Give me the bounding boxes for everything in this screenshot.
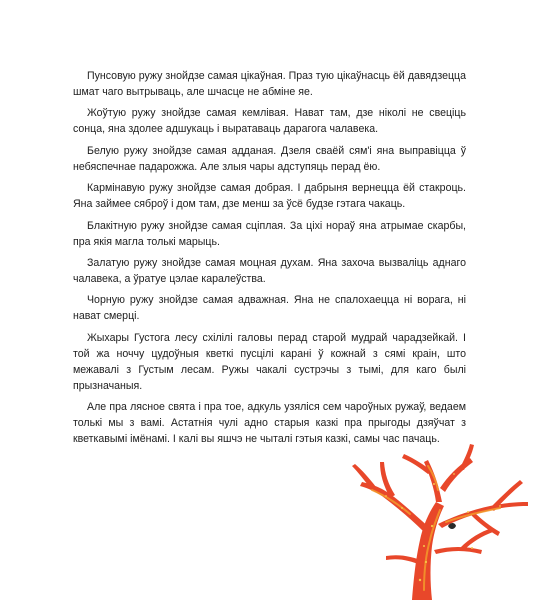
story-text	[73, 68, 466, 453]
paragraph-4: Кармінавую ружу знойдзе самая добрая. І дабрыня вернецца ёй стакроць. Яна займее сяброў і дом там, дзе менш за ўсё будзе гэтага чакаць.	[73, 182, 466, 211]
paragraph-1: Пунсовую ружу знойдзе самая цікаўная. Праз тую цікаўнасць ёй давядзецца шмат чаго вытрываць, але шчасце не абміне яе.	[73, 70, 466, 99]
paragraph-6: Залатую ружу знойдзе самая моцная духам. Яна захоча вызваліць аднаго чалавека, а ўратуе цэлае каралеўства.	[73, 256, 466, 285]
paragraph-7: Чорную ружу знойдзе самая адважная. Яна не спалохаецца ні ворага, ні нават смерці.	[73, 294, 466, 323]
paragraph-9: Але пра лясное свята і пра тое, адкуль узяліся сем чароўных ружаў, ведаем толькі мы з вамі. Астатнія чулі адно старыя казкі пра прыгоды дзяўчат з кветкавымі імёнамі. І калі вы яшчэ не чыталі гэтыя казкі, самы час пачаць.	[73, 401, 466, 446]
tree-trunk	[352, 444, 528, 600]
tree-highlights	[372, 466, 500, 590]
tree-illustration-icon	[350, 440, 547, 600]
paragraph-8: Жыхары Густога лесу схілілі галовы перад старой мудрай чарадзейкай. І той жа ноччу цудоўныя кветкі пусцілі карані ў кожнай з сямі краін, што межавалі з Густым лесам. Ружы чакалі сустрэчы з тымі, для каго былі прызначаныя.	[73, 331, 466, 392]
paragraph-5: Блакітную ружу знойдзе самая сціплая. За ціхі нораў яна атрымае скарбы, пра якія магла толькі марыць.	[73, 219, 466, 248]
paragraph-2: Жоўтую ружу знойдзе самая кемлівая. Нават там, дзе ніколі не свеціць сонца, яна здолее адшукаць і выратаваць дарагога чалавека.	[73, 107, 466, 136]
paragraph-3: Белую ружу знойдзе самая адданая. Дзеля сваёй сям'і яна выправіцца ў небяспечнае падарожжа. Але злыя чары адступяць перад ёю.	[73, 144, 466, 173]
